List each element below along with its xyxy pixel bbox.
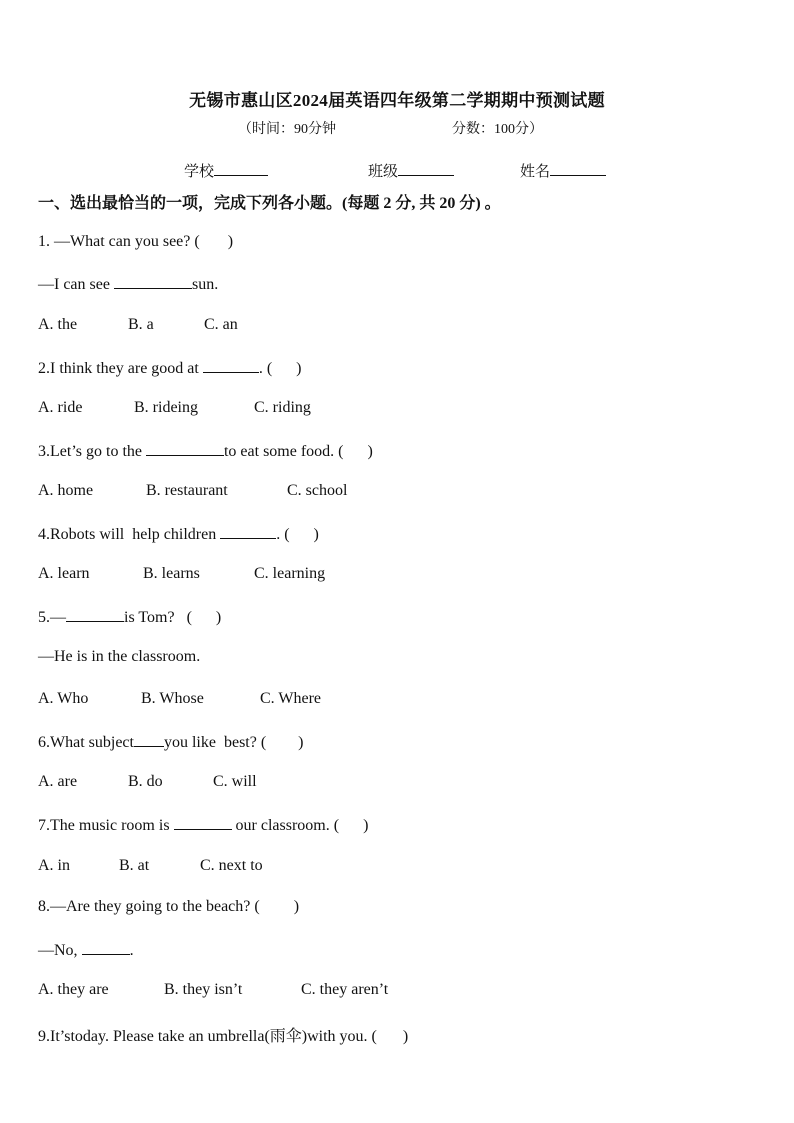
question-5-line-1 [38, 607, 221, 627]
name-label: 姓名 [520, 164, 551, 180]
option-b[interactable]: B. a [128, 316, 154, 333]
question-4-end: . ( ) [276, 526, 319, 543]
option-a[interactable]: A. they are [38, 981, 109, 998]
option-b[interactable]: B. rideing [134, 399, 198, 416]
option-a[interactable]: A. home [38, 482, 94, 499]
fill-blank[interactable] [134, 732, 164, 747]
class-label: 班级 [368, 164, 399, 180]
question-5-text: 5.— [38, 609, 66, 626]
option-c[interactable]: C. an [204, 316, 238, 333]
student-info-fields [0, 160, 794, 180]
question-5-reply: —He is in the classroom. [38, 648, 201, 665]
question-1-reply-end: sun. [191, 276, 219, 293]
question-4 [38, 524, 319, 544]
option-c[interactable]: C. they aren’t [301, 981, 389, 998]
option-c[interactable]: C. Where [260, 690, 322, 707]
fill-blank[interactable] [146, 441, 224, 456]
question-6 [38, 732, 304, 752]
option-b[interactable]: B. do [128, 773, 163, 790]
option-c[interactable]: C. riding [254, 399, 311, 416]
bracket-close: ) [227, 233, 234, 250]
exam-info [0, 118, 794, 138]
question-1-options [38, 316, 758, 336]
question-9-text: 9.It’stoday. Please take an umbrella(雨伞)with you. ( [38, 1028, 377, 1045]
section-heading: 一、选出最恰当的一项，完成下列各小题。(每题 2 分, 共 20 分) 。 [38, 195, 501, 212]
question-8-reply: —No, [38, 942, 82, 959]
question-5-line-2 [38, 648, 200, 666]
option-b[interactable]: B. restaurant [146, 482, 228, 499]
question-8-text: 8.—Are they going to the beach? ( [38, 898, 260, 915]
name-field[interactable] [520, 160, 606, 181]
question-3 [38, 441, 373, 461]
fill-blank[interactable] [114, 274, 192, 289]
bracket-close: ) [293, 898, 300, 915]
fill-blank[interactable] [66, 607, 124, 622]
question-4-text: 4.Robots will help children [38, 526, 221, 543]
question-7-end: our classroom. ( ) [231, 817, 369, 834]
option-c[interactable]: C. learning [254, 565, 326, 582]
option-b[interactable]: B. Whose [141, 690, 204, 707]
question-5-options [38, 690, 758, 710]
name-blank[interactable] [550, 161, 606, 176]
option-c[interactable]: C. next to [200, 857, 263, 874]
option-a[interactable]: A. are [38, 773, 78, 790]
option-a[interactable]: A. ride [38, 399, 83, 416]
option-a[interactable]: A. in [38, 857, 70, 874]
question-3-end: to eat some food. ( ) [223, 443, 373, 460]
option-c[interactable]: C. school [287, 482, 348, 499]
option-b[interactable]: B. learns [143, 565, 200, 582]
question-6-text: 6.What subject [38, 734, 134, 751]
question-2 [38, 358, 302, 378]
option-c[interactable]: C. will [213, 773, 257, 790]
question-6-end: you like best? ( ) [163, 734, 304, 751]
question-7-options [38, 857, 758, 877]
question-8-line-2 [38, 940, 134, 960]
question-3-text: 3.Let’s go to the [38, 443, 146, 460]
option-b[interactable]: B. at [119, 857, 150, 874]
time-limit: （时间：90分钟 [238, 122, 336, 137]
question-8-reply-end: . [129, 942, 134, 959]
question-5-end: is Tom? ( ) [124, 609, 222, 626]
question-1-reply: —I can see [38, 276, 114, 293]
question-8-options [38, 981, 758, 1001]
question-2-text: 2.I think they are good at [38, 360, 203, 377]
page-title: 无锡市惠山区2024届英语四年级第二学期期中预测试题 [189, 91, 605, 110]
school-field[interactable] [184, 160, 268, 181]
question-7 [38, 815, 368, 835]
question-6-options [38, 773, 758, 793]
school-blank[interactable] [214, 161, 268, 176]
question-1-text: 1. —What can you see? ( [38, 233, 200, 250]
fill-blank[interactable] [203, 358, 259, 373]
question-7-text: 7.The music room is [38, 817, 174, 834]
question-2-options [38, 399, 758, 419]
question-1-line-1 [38, 233, 233, 251]
question-4-options [38, 565, 758, 585]
fill-blank[interactable] [82, 940, 130, 955]
option-b[interactable]: B. they isn’t [164, 981, 243, 998]
school-label: 学校 [184, 164, 215, 180]
question-8-line-1 [38, 898, 299, 916]
class-blank[interactable] [398, 161, 454, 176]
fill-blank[interactable] [174, 815, 232, 830]
option-a[interactable]: A. Who [38, 690, 89, 707]
question-1-line-2 [38, 274, 218, 294]
total-score: 分数：100分） [452, 122, 543, 137]
question-9 [38, 1023, 408, 1046]
class-field[interactable] [368, 160, 454, 181]
fill-blank[interactable] [220, 524, 276, 539]
question-2-end: . ( ) [258, 360, 302, 377]
bracket-close: ) [402, 1028, 409, 1045]
option-a[interactable]: A. learn [38, 565, 90, 582]
option-a[interactable]: A. the [38, 316, 78, 333]
question-3-options [38, 482, 758, 502]
